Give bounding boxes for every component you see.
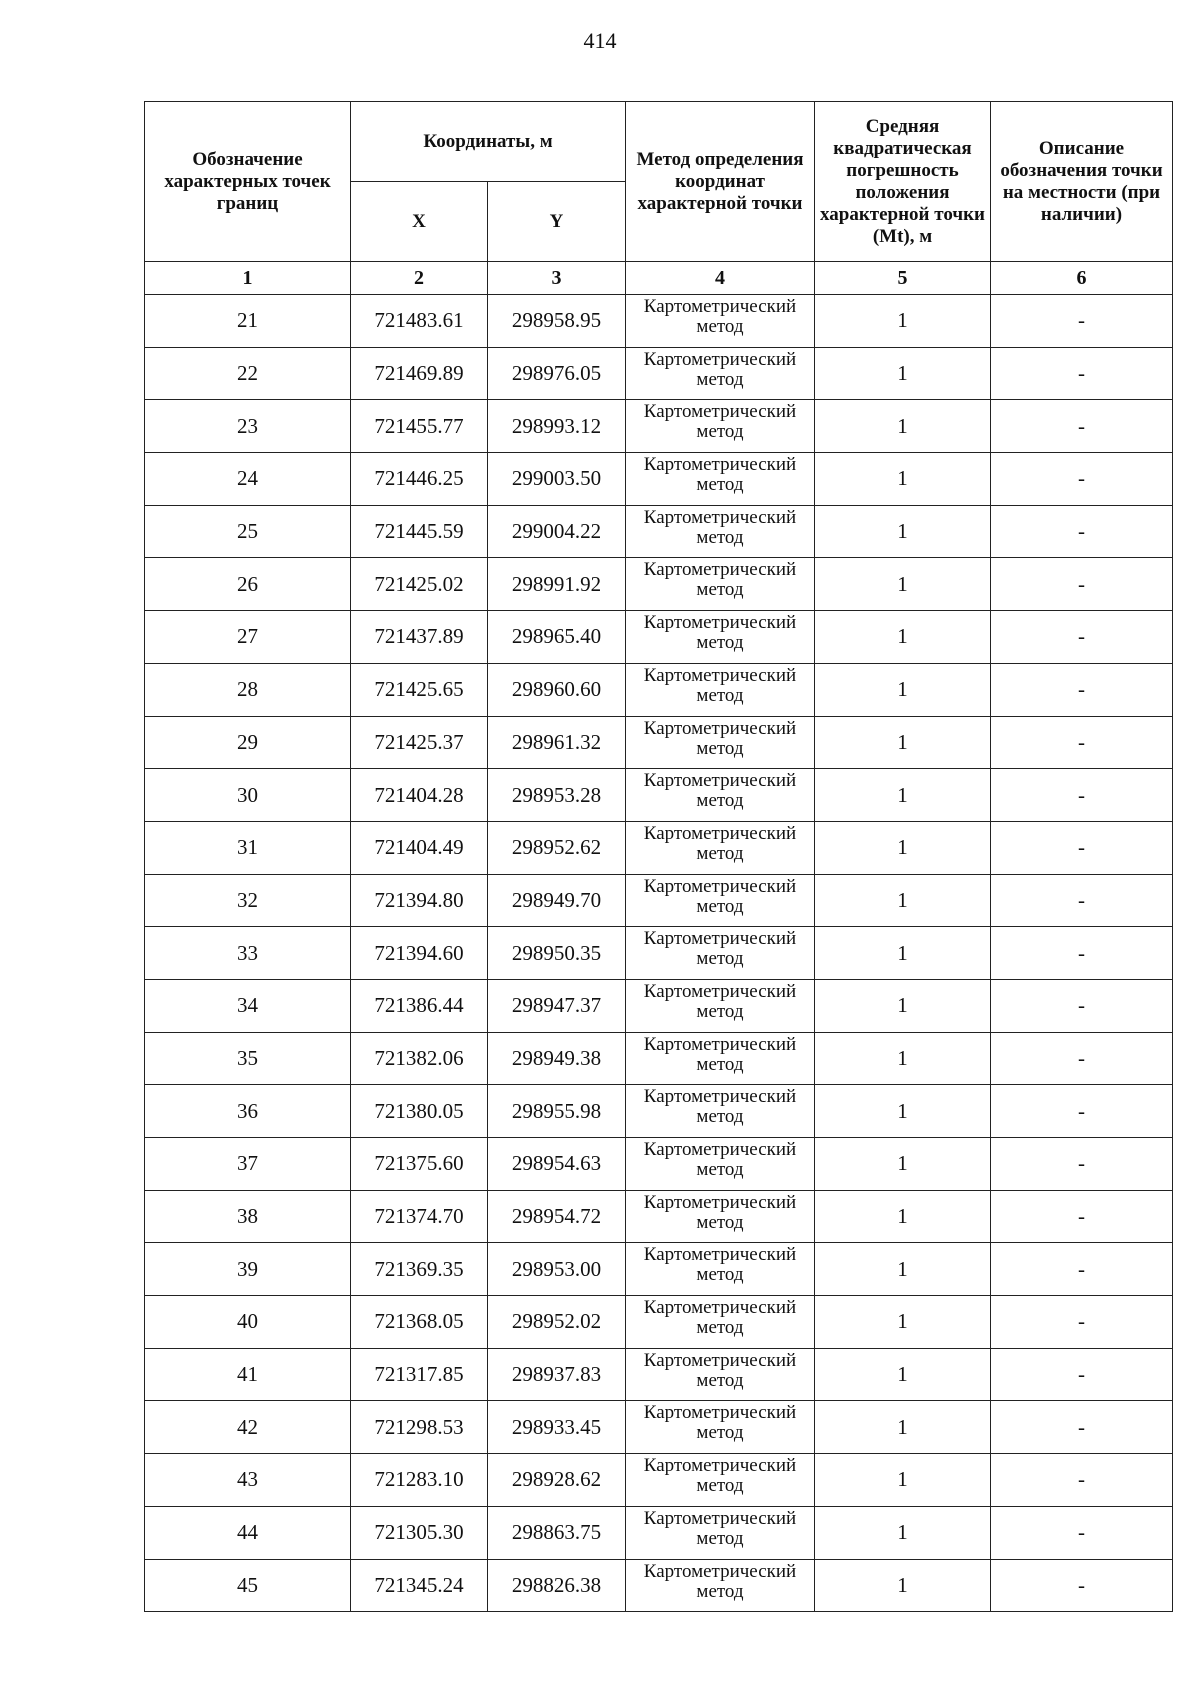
method-cell: Картометрический метод [626, 505, 815, 558]
description-cell: - [991, 611, 1173, 664]
x-coordinate-cell: 721437.89 [351, 611, 488, 664]
description-cell: - [991, 663, 1173, 716]
description-cell: - [991, 1348, 1173, 1401]
column-number: 3 [488, 262, 626, 295]
error-cell: 1 [815, 453, 991, 506]
description-cell: - [991, 1138, 1173, 1191]
description-cell: - [991, 295, 1173, 348]
error-cell: 1 [815, 663, 991, 716]
y-coordinate-cell: 298953.28 [488, 769, 626, 822]
method-cell: Картометрический метод [626, 1559, 815, 1612]
point-cell: 44 [145, 1506, 351, 1559]
y-coordinate-cell: 298958.95 [488, 295, 626, 348]
error-cell: 1 [815, 611, 991, 664]
table-row [145, 1348, 1173, 1401]
table-row [145, 1454, 1173, 1507]
table-row [145, 1296, 1173, 1349]
x-coordinate-cell: 721305.30 [351, 1506, 488, 1559]
y-coordinate-cell: 298976.05 [488, 347, 626, 400]
error-cell: 1 [815, 1138, 991, 1191]
table-row [145, 927, 1173, 980]
column-number: 1 [145, 262, 351, 295]
x-coordinate-cell: 721425.37 [351, 716, 488, 769]
x-coordinate-cell: 721394.60 [351, 927, 488, 980]
x-coordinate-cell: 721382.06 [351, 1032, 488, 1085]
y-coordinate-cell: 298993.12 [488, 400, 626, 453]
coordinates-table [144, 101, 1173, 1612]
y-coordinate-cell: 298949.38 [488, 1032, 626, 1085]
column-number: 5 [815, 262, 991, 295]
column-number: 6 [991, 262, 1173, 295]
description-cell: - [991, 1190, 1173, 1243]
header-method: Метод определения координат характерной точки [626, 102, 815, 262]
point-cell: 40 [145, 1296, 351, 1349]
page-number: 414 [583, 28, 617, 53]
y-coordinate-cell: 299003.50 [488, 453, 626, 506]
y-coordinate-cell: 298991.92 [488, 558, 626, 611]
header-coordinates: Координаты, м [351, 102, 626, 182]
column-number: 2 [351, 262, 488, 295]
x-coordinate-cell: 721445.59 [351, 505, 488, 558]
description-cell: - [991, 1296, 1173, 1349]
table-row [145, 821, 1173, 874]
y-coordinate-cell: 298933.45 [488, 1401, 626, 1454]
y-coordinate-cell: 298950.35 [488, 927, 626, 980]
point-cell: 32 [145, 874, 351, 927]
description-cell: - [991, 505, 1173, 558]
error-cell: 1 [815, 1454, 991, 1507]
error-cell: 1 [815, 1506, 991, 1559]
method-cell: Картометрический метод [626, 1138, 815, 1191]
error-cell: 1 [815, 1032, 991, 1085]
method-cell: Картометрический метод [626, 716, 815, 769]
method-cell: Картометрический метод [626, 1190, 815, 1243]
point-cell: 28 [145, 663, 351, 716]
error-cell: 1 [815, 1401, 991, 1454]
y-coordinate-cell: 298954.72 [488, 1190, 626, 1243]
method-cell: Картометрический метод [626, 1401, 815, 1454]
table-row [145, 347, 1173, 400]
point-cell: 24 [145, 453, 351, 506]
header-description: Описание обозначения точки на местности (при наличии) [991, 102, 1173, 262]
error-cell: 1 [815, 1559, 991, 1612]
method-cell: Картометрический метод [626, 453, 815, 506]
description-cell: - [991, 716, 1173, 769]
error-cell: 1 [815, 1085, 991, 1138]
error-cell: 1 [815, 979, 991, 1032]
method-cell: Картометрический метод [626, 769, 815, 822]
x-coordinate-cell: 721404.49 [351, 821, 488, 874]
y-coordinate-cell: 298826.38 [488, 1559, 626, 1612]
table-row [145, 1190, 1173, 1243]
x-coordinate-cell: 721455.77 [351, 400, 488, 453]
point-cell: 27 [145, 611, 351, 664]
description-cell: - [991, 927, 1173, 980]
x-coordinate-cell: 721425.65 [351, 663, 488, 716]
method-cell: Картометрический метод [626, 347, 815, 400]
description-cell: - [991, 400, 1173, 453]
x-coordinate-cell: 721369.35 [351, 1243, 488, 1296]
x-coordinate-cell: 721386.44 [351, 979, 488, 1032]
point-cell: 38 [145, 1190, 351, 1243]
description-cell: - [991, 558, 1173, 611]
x-coordinate-cell: 721298.53 [351, 1401, 488, 1454]
point-cell: 23 [145, 400, 351, 453]
error-cell: 1 [815, 400, 991, 453]
point-cell: 43 [145, 1454, 351, 1507]
table-row [145, 1506, 1173, 1559]
method-cell: Картометрический метод [626, 1032, 815, 1085]
error-cell: 1 [815, 769, 991, 822]
header-y: Y [488, 182, 626, 262]
table-row [145, 1138, 1173, 1191]
table-row [145, 663, 1173, 716]
y-coordinate-cell: 298954.63 [488, 1138, 626, 1191]
column-number: 4 [626, 262, 815, 295]
error-cell: 1 [815, 927, 991, 980]
y-coordinate-cell: 298937.83 [488, 1348, 626, 1401]
table-row [145, 716, 1173, 769]
description-cell: - [991, 1506, 1173, 1559]
point-cell: 25 [145, 505, 351, 558]
method-cell: Картометрический метод [626, 611, 815, 664]
description-cell: - [991, 453, 1173, 506]
table-row [145, 611, 1173, 664]
table-row [145, 874, 1173, 927]
point-cell: 30 [145, 769, 351, 822]
description-cell: - [991, 979, 1173, 1032]
point-cell: 35 [145, 1032, 351, 1085]
description-cell: - [991, 874, 1173, 927]
x-coordinate-cell: 721317.85 [351, 1348, 488, 1401]
point-cell: 34 [145, 979, 351, 1032]
table-row [145, 453, 1173, 506]
column-numbers-row [145, 262, 1173, 295]
point-cell: 29 [145, 716, 351, 769]
table-row [145, 1559, 1173, 1612]
table-row [145, 979, 1173, 1032]
y-coordinate-cell: 298965.40 [488, 611, 626, 664]
point-cell: 21 [145, 295, 351, 348]
error-cell: 1 [815, 558, 991, 611]
table-row [145, 1032, 1173, 1085]
method-cell: Картометрический метод [626, 663, 815, 716]
method-cell: Картометрический метод [626, 1506, 815, 1559]
point-cell: 39 [145, 1243, 351, 1296]
y-coordinate-cell: 298960.60 [488, 663, 626, 716]
x-coordinate-cell: 721425.02 [351, 558, 488, 611]
table-row [145, 769, 1173, 822]
method-cell: Картометрический метод [626, 1348, 815, 1401]
x-coordinate-cell: 721483.61 [351, 295, 488, 348]
x-coordinate-cell: 721283.10 [351, 1454, 488, 1507]
x-coordinate-cell: 721374.70 [351, 1190, 488, 1243]
point-cell: 33 [145, 927, 351, 980]
x-coordinate-cell: 721394.80 [351, 874, 488, 927]
point-cell: 41 [145, 1348, 351, 1401]
method-cell: Картометрический метод [626, 1085, 815, 1138]
method-cell: Картометрический метод [626, 1243, 815, 1296]
error-cell: 1 [815, 716, 991, 769]
point-cell: 37 [145, 1138, 351, 1191]
table-row [145, 400, 1173, 453]
method-cell: Картометрический метод [626, 400, 815, 453]
point-cell: 22 [145, 347, 351, 400]
description-cell: - [991, 1559, 1173, 1612]
error-cell: 1 [815, 1190, 991, 1243]
table-row [145, 558, 1173, 611]
point-cell: 31 [145, 821, 351, 874]
method-cell: Картометрический метод [626, 1296, 815, 1349]
description-cell: - [991, 1401, 1173, 1454]
description-cell: - [991, 1454, 1173, 1507]
description-cell: - [991, 821, 1173, 874]
header-point: Обозначение характерных точек границ [145, 102, 351, 262]
x-coordinate-cell: 721368.05 [351, 1296, 488, 1349]
method-cell: Картометрический метод [626, 979, 815, 1032]
table-body [145, 295, 1173, 1612]
method-cell: Картометрический метод [626, 295, 815, 348]
error-cell: 1 [815, 295, 991, 348]
table-row [145, 505, 1173, 558]
method-cell: Картометрический метод [626, 874, 815, 927]
y-coordinate-cell: 298961.32 [488, 716, 626, 769]
y-coordinate-cell: 298928.62 [488, 1454, 626, 1507]
x-coordinate-cell: 721404.28 [351, 769, 488, 822]
error-cell: 1 [815, 1243, 991, 1296]
y-coordinate-cell: 299004.22 [488, 505, 626, 558]
header-x: X [351, 182, 488, 262]
y-coordinate-cell: 298947.37 [488, 979, 626, 1032]
y-coordinate-cell: 298953.00 [488, 1243, 626, 1296]
error-cell: 1 [815, 1348, 991, 1401]
point-cell: 36 [145, 1085, 351, 1138]
table-row [145, 295, 1173, 348]
x-coordinate-cell: 721446.25 [351, 453, 488, 506]
description-cell: - [991, 347, 1173, 400]
method-cell: Картометрический метод [626, 1454, 815, 1507]
description-cell: - [991, 1085, 1173, 1138]
method-cell: Картометрический метод [626, 821, 815, 874]
error-cell: 1 [815, 821, 991, 874]
header-error: Средняя квадратическая погрешность положения характерной точки (Mt), м [815, 102, 991, 262]
description-cell: - [991, 1032, 1173, 1085]
point-cell: 45 [145, 1559, 351, 1612]
table-row [145, 1085, 1173, 1138]
y-coordinate-cell: 298863.75 [488, 1506, 626, 1559]
x-coordinate-cell: 721375.60 [351, 1138, 488, 1191]
table-row [145, 1401, 1173, 1454]
y-coordinate-cell: 298955.98 [488, 1085, 626, 1138]
error-cell: 1 [815, 505, 991, 558]
point-cell: 42 [145, 1401, 351, 1454]
error-cell: 1 [815, 874, 991, 927]
x-coordinate-cell: 721380.05 [351, 1085, 488, 1138]
y-coordinate-cell: 298952.02 [488, 1296, 626, 1349]
table-row [145, 1243, 1173, 1296]
point-cell: 26 [145, 558, 351, 611]
description-cell: - [991, 769, 1173, 822]
method-cell: Картометрический метод [626, 927, 815, 980]
y-coordinate-cell: 298949.70 [488, 874, 626, 927]
error-cell: 1 [815, 1296, 991, 1349]
method-cell: Картометрический метод [626, 558, 815, 611]
x-coordinate-cell: 721345.24 [351, 1559, 488, 1612]
y-coordinate-cell: 298952.62 [488, 821, 626, 874]
error-cell: 1 [815, 347, 991, 400]
x-coordinate-cell: 721469.89 [351, 347, 488, 400]
description-cell: - [991, 1243, 1173, 1296]
